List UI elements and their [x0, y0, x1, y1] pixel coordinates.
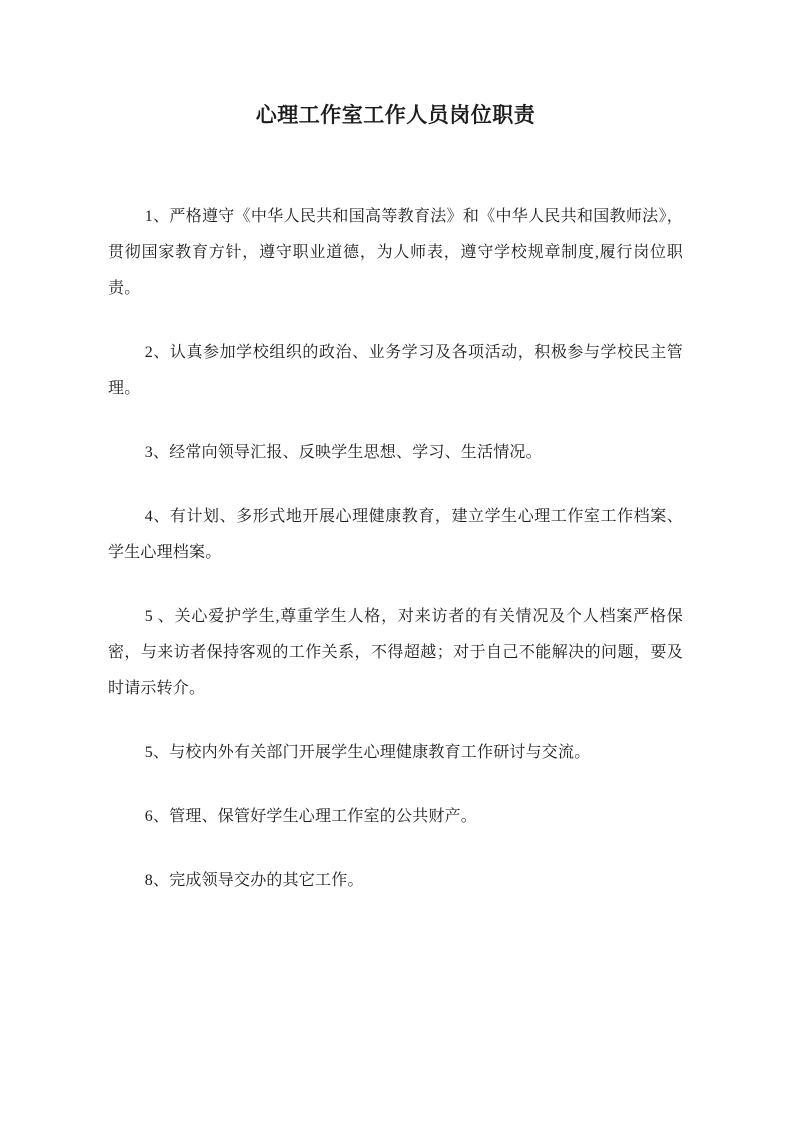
- document-paragraph-4: 4、有计划、多形式地开展心理健康教育，建立学生心理工作室工作档案、学生心理档案。: [108, 508, 683, 561]
- document-paragraph-1: 1、严格遵守《中华人民共和国高等教育法》和《中华人民共和国教师法》，贯彻国家教育方针，遵守职业道德，为人师表，遵守学校规章制度,履行岗位职责。: [108, 208, 683, 297]
- document-paragraph-7: 6、管理、保管好学生心理工作室的公共财产。: [144, 808, 477, 825]
- document-paragraph-5: 5 、关心爱护学生,尊重学生人格，对来访者的有关情况及个人档案严格保密，与来访者保持客观的工作关系，不得超越；对于自己不能解决的问题，要及时请示转介。: [108, 608, 683, 697]
- document-title: 心理工作室工作人员岗位职责: [255, 103, 536, 127]
- document-paragraph-3: 3、经常向领导汇报、反映学生思想、学习、生活情况。: [144, 444, 542, 461]
- document-body: [108, 199, 683, 899]
- document-paragraph-6: 5、与校内外有关部门开展学生心理健康教育工作研讨与交流。: [144, 744, 591, 761]
- document-paragraph-2: 2、认真参加学校组织的政治、业务学习及各项活动，积极参与学校民主管理。: [108, 344, 683, 397]
- document-paragraph-8: 8、完成领导交办的其它工作。: [144, 872, 364, 889]
